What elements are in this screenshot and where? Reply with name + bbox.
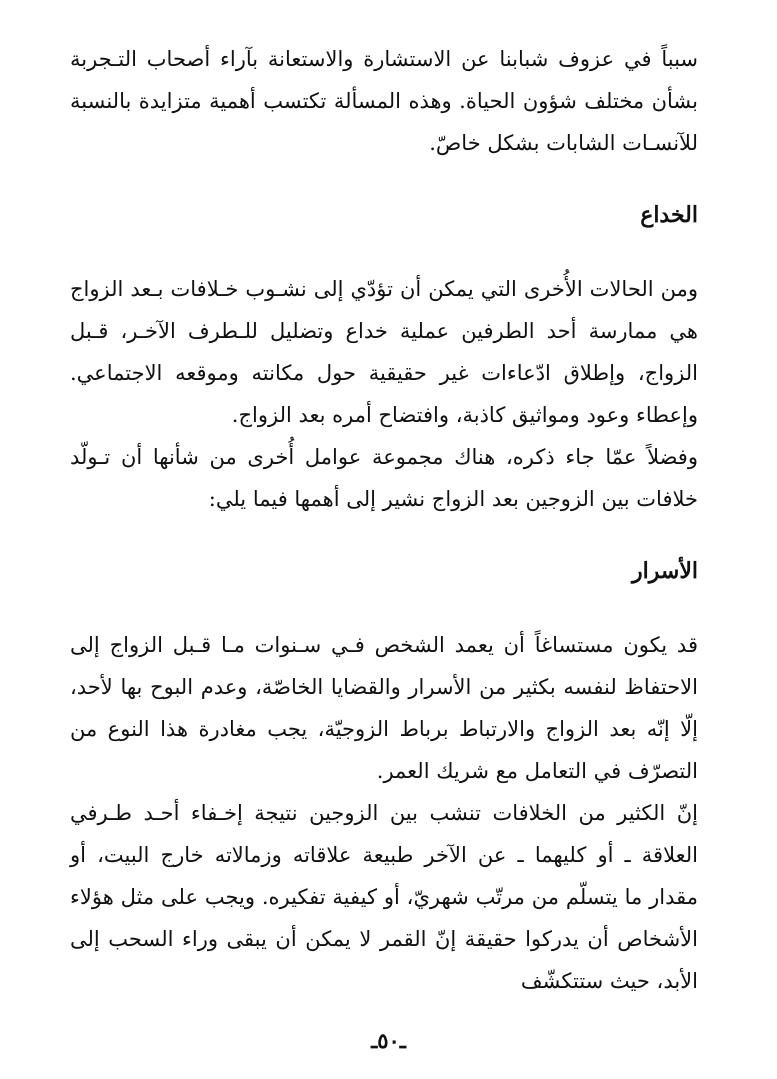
secrets-paragraph-2: إنّ الكثير من الخلافات تنشب بين الزوجين نتيجة إخـفاء أحـد طـرفي العلاقة ـ أو كليهما ـ عن الآخر طبيعة علاقاته وزمالاته خارج البيت، أو مقدار ما يتسلّم من مرتّب شهريّ، أو كيفية تفكيره. ويجب على مثل هؤلاء الأشخاص أن يدركوا حقيقة إنّ القمر لا يمكن أن يبقى وراء السحب إلى الأبد، حيث ستتكشّف	[70, 801, 698, 993]
intro-paragraph: سبباً في عزوف شبابنا عن الاستشارة والاستعانة بآراء أصحاب التـجربة بشأن مختلف شؤون الحياة. وهذه المسألة تكتسب أهمية متزايدة بالنسبة للآنسـات الشابات بشكل خاصّ.	[70, 47, 698, 155]
deception-paragraph-2: وفضلاً عمّا جاء ذكره، هناك مجموعة عوامل أُخرى من شأنها أن تـولّد خلافات بين الزوجين بعد الزواج نشير إلى أهمها فيما يلي:	[70, 445, 698, 511]
deception-paragraph-1: ومن الحالات الأُخرى التي يمكن أن تؤدّي إلى نشـوب خـلافات بـعد الزواج هي ممارسة أحد الطرفين عملية خداع وتضليل للـطرف الآخـر، قـبل الزواج، وإطلاق ادّعاءات غير حقيقية حول مكانته وموقعه الاجتماعي. وإعطاء وعود ومواثيق كاذبة، وافتضاح أمره بعد الزواج.	[70, 277, 698, 427]
secrets-paragraph-1: قد يكون مستساغاً أن يعمد الشخص فـي سـنوات مـا قـبل الزواج إلى الاحتفاظ لنفسه بكثير من الأسرار والقضايا الخاصّة، وعدم البوح بها لأحد، إلّا إنّه بعد الزواج والارتباط برباط الزوجيّة، يجب مغادرة هذا النوع من التصرّف في التعامل مع شريك العمر.	[70, 633, 698, 783]
heading-secrets: الأسرار	[632, 558, 698, 584]
page-body	[70, 38, 698, 1002]
page-number: ـ٥٠ـ	[371, 1028, 406, 1053]
heading-deception: الخداع	[640, 202, 698, 228]
